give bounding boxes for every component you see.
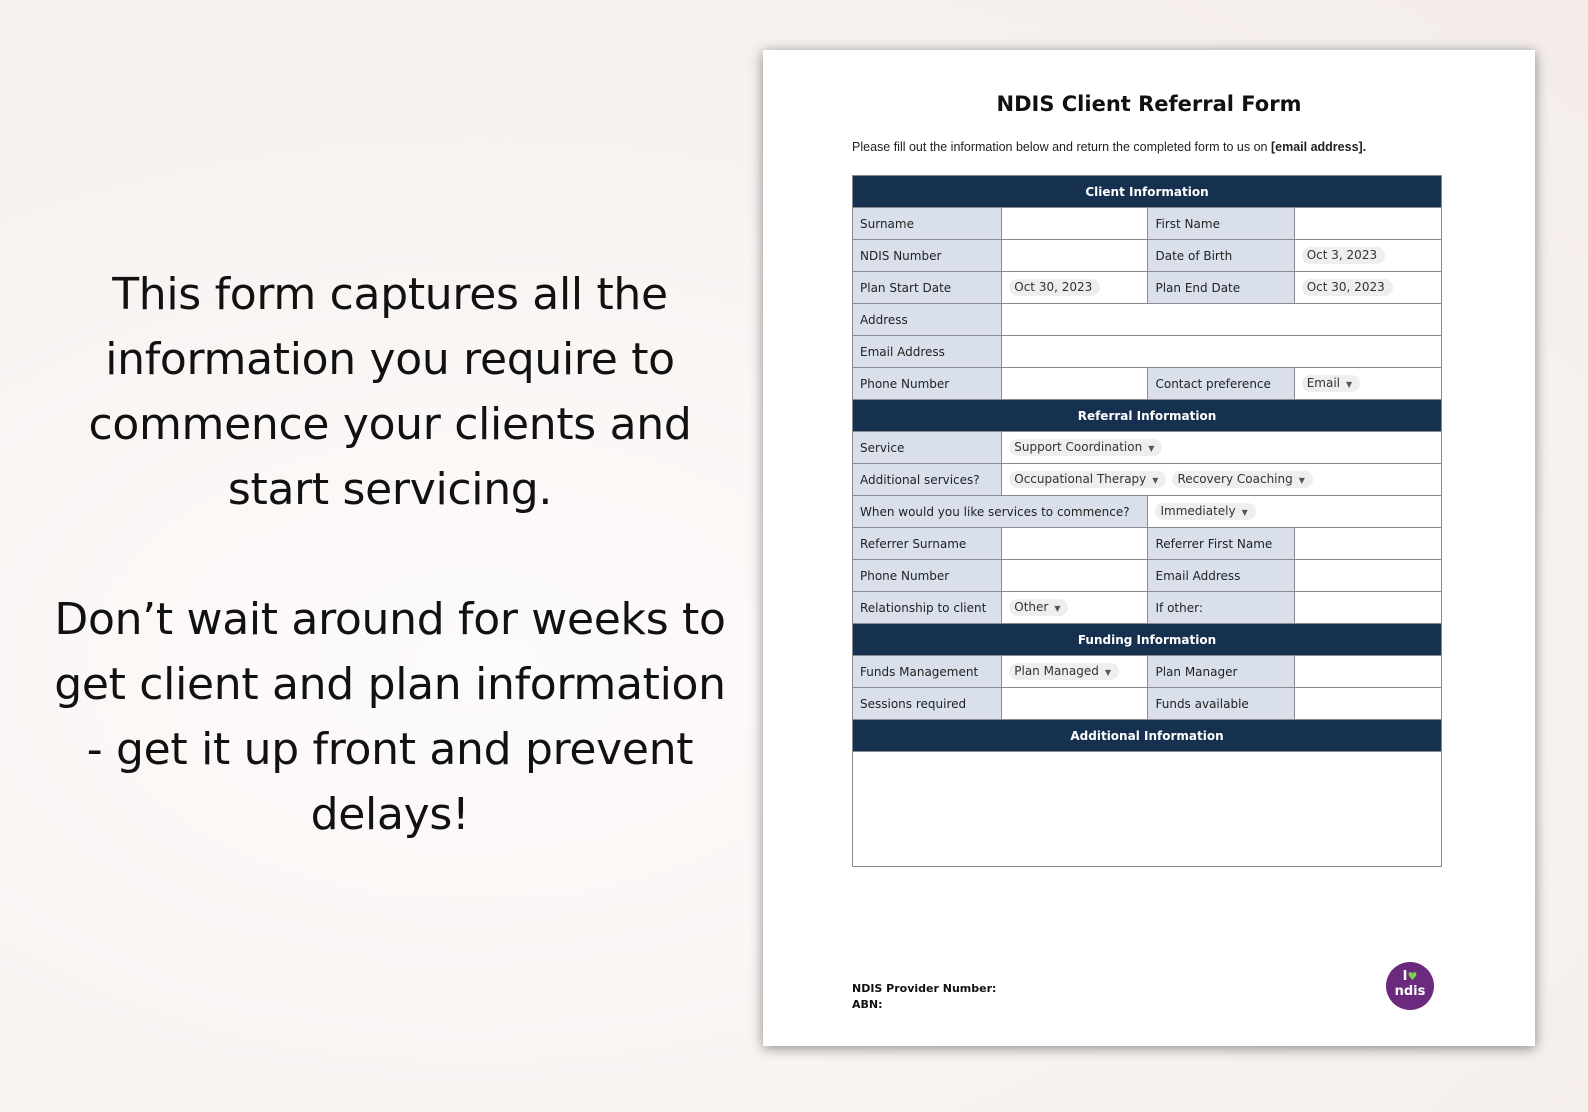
additional-service-value: Occupational Therapy bbox=[1014, 472, 1147, 486]
relationship-value: Other bbox=[1014, 600, 1049, 614]
referrer-surname-label: Referrer Surname bbox=[853, 528, 1002, 560]
referral-info-header: Referral Information bbox=[853, 400, 1442, 432]
chevron-down-icon: ▼ bbox=[1346, 380, 1353, 389]
service-label: Service bbox=[853, 432, 1002, 464]
chevron-down-icon: ▼ bbox=[1152, 476, 1159, 485]
commence-label: When would you like services to commence? bbox=[853, 496, 1148, 528]
surname-field[interactable] bbox=[1002, 208, 1148, 240]
funds-mgmt-field[interactable] bbox=[1002, 656, 1148, 688]
referrer-first-label: Referrer First Name bbox=[1148, 528, 1294, 560]
promo-paragraph-2: Don’t wait around for weeks to get client and plan information - get it up front and prevent delays! bbox=[54, 594, 726, 840]
funds-available-label: Funds available bbox=[1148, 688, 1294, 720]
referrer-email-label: Email Address bbox=[1148, 560, 1294, 592]
provider-number-label: NDIS Provider Number: bbox=[852, 982, 997, 995]
commence-value: Immediately bbox=[1160, 504, 1236, 518]
form-intro bbox=[852, 140, 1366, 154]
if-other-label: If other: bbox=[1148, 592, 1294, 624]
client-info-header: Client Information bbox=[853, 176, 1442, 208]
funds-mgmt-dropdown[interactable] bbox=[1009, 663, 1119, 680]
address-field[interactable] bbox=[1002, 304, 1442, 336]
additional-service-dropdown-1[interactable] bbox=[1009, 471, 1166, 488]
email-label: Email Address bbox=[853, 336, 1002, 368]
funds-mgmt-value: Plan Managed bbox=[1014, 664, 1099, 678]
dob-label: Date of Birth bbox=[1148, 240, 1294, 272]
plan-start-chip[interactable]: Oct 30, 2023 bbox=[1009, 279, 1100, 296]
additional-info-field[interactable] bbox=[853, 752, 1442, 867]
dob-chip[interactable]: Oct 3, 2023 bbox=[1302, 247, 1385, 264]
referrer-first-field[interactable] bbox=[1294, 528, 1441, 560]
relationship-dropdown[interactable] bbox=[1009, 599, 1068, 616]
abn-label: ABN: bbox=[852, 998, 883, 1011]
plan-start-label: Plan Start Date bbox=[853, 272, 1002, 304]
ndis-number-label: NDIS Number bbox=[853, 240, 1002, 272]
sessions-field[interactable] bbox=[1002, 688, 1148, 720]
form-footer bbox=[852, 981, 996, 1013]
chevron-down-icon: ▼ bbox=[1104, 668, 1112, 677]
first-name-field[interactable] bbox=[1294, 208, 1441, 240]
contact-pref-dropdown[interactable] bbox=[1302, 375, 1360, 392]
relationship-label: Relationship to client bbox=[853, 592, 1002, 624]
referrer-phone-label: Phone Number bbox=[853, 560, 1002, 592]
plan-end-chip[interactable]: Oct 30, 2023 bbox=[1302, 279, 1393, 296]
referral-form-table bbox=[852, 175, 1442, 867]
dob-field[interactable] bbox=[1294, 240, 1441, 272]
plan-manager-field[interactable] bbox=[1294, 656, 1441, 688]
plan-manager-label: Plan Manager bbox=[1148, 656, 1294, 688]
intro-text: Please fill out the information below and return the completed form to us on bbox=[852, 140, 1271, 154]
heart-icon: ♥ bbox=[1407, 970, 1418, 983]
plan-end-field[interactable] bbox=[1294, 272, 1441, 304]
service-field[interactable] bbox=[1002, 432, 1442, 464]
plan-end-label: Plan End Date bbox=[1148, 272, 1294, 304]
if-other-field[interactable] bbox=[1294, 592, 1441, 624]
promo-text bbox=[40, 262, 740, 847]
ndis-logo bbox=[1386, 962, 1434, 1010]
commence-field[interactable] bbox=[1148, 496, 1442, 528]
additional-service-value: Recovery Coaching bbox=[1177, 472, 1293, 486]
phone-field[interactable] bbox=[1002, 368, 1148, 400]
service-dropdown[interactable] bbox=[1009, 439, 1162, 456]
phone-label: Phone Number bbox=[853, 368, 1002, 400]
additional-services-label: Additional services? bbox=[853, 464, 1002, 496]
additional-services-field[interactable] bbox=[1002, 464, 1442, 496]
chevron-down-icon: ▼ bbox=[1054, 604, 1061, 613]
referrer-email-field[interactable] bbox=[1294, 560, 1441, 592]
commence-dropdown[interactable] bbox=[1155, 503, 1255, 520]
logo-text: ndis bbox=[1394, 984, 1426, 999]
chevron-down-icon: ▼ bbox=[1298, 476, 1305, 485]
service-value: Support Coordination bbox=[1014, 440, 1143, 454]
sessions-label: Sessions required bbox=[853, 688, 1002, 720]
funding-info-header: Funding Information bbox=[853, 624, 1442, 656]
contact-pref-label: Contact preference bbox=[1148, 368, 1294, 400]
plan-start-field[interactable] bbox=[1002, 272, 1148, 304]
referrer-phone-field[interactable] bbox=[1002, 560, 1148, 592]
referrer-surname-field[interactable] bbox=[1002, 528, 1148, 560]
contact-pref-field[interactable] bbox=[1294, 368, 1441, 400]
promo-paragraph-1: This form captures all the information you require to commence your clients and start servicing. bbox=[88, 269, 692, 515]
first-name-label: First Name bbox=[1148, 208, 1294, 240]
additional-info-header: Additional Information bbox=[853, 720, 1442, 752]
logo-top: I♥ bbox=[1402, 969, 1418, 984]
intro-email: [email address]. bbox=[1270, 140, 1367, 154]
form-preview-page bbox=[763, 50, 1535, 1046]
address-label: Address bbox=[853, 304, 1002, 336]
contact-pref-value: Email bbox=[1306, 376, 1341, 390]
surname-label: Surname bbox=[853, 208, 1002, 240]
email-field[interactable] bbox=[1002, 336, 1442, 368]
funds-mgmt-label: Funds Management bbox=[853, 656, 1002, 688]
chevron-down-icon: ▼ bbox=[1241, 508, 1248, 517]
relationship-field[interactable] bbox=[1002, 592, 1148, 624]
form-title: NDIS Client Referral Form bbox=[996, 92, 1302, 116]
chevron-down-icon: ▼ bbox=[1148, 444, 1155, 453]
additional-service-dropdown-2[interactable] bbox=[1172, 471, 1312, 488]
ndis-number-field[interactable] bbox=[1002, 240, 1148, 272]
funds-available-field[interactable] bbox=[1294, 688, 1441, 720]
